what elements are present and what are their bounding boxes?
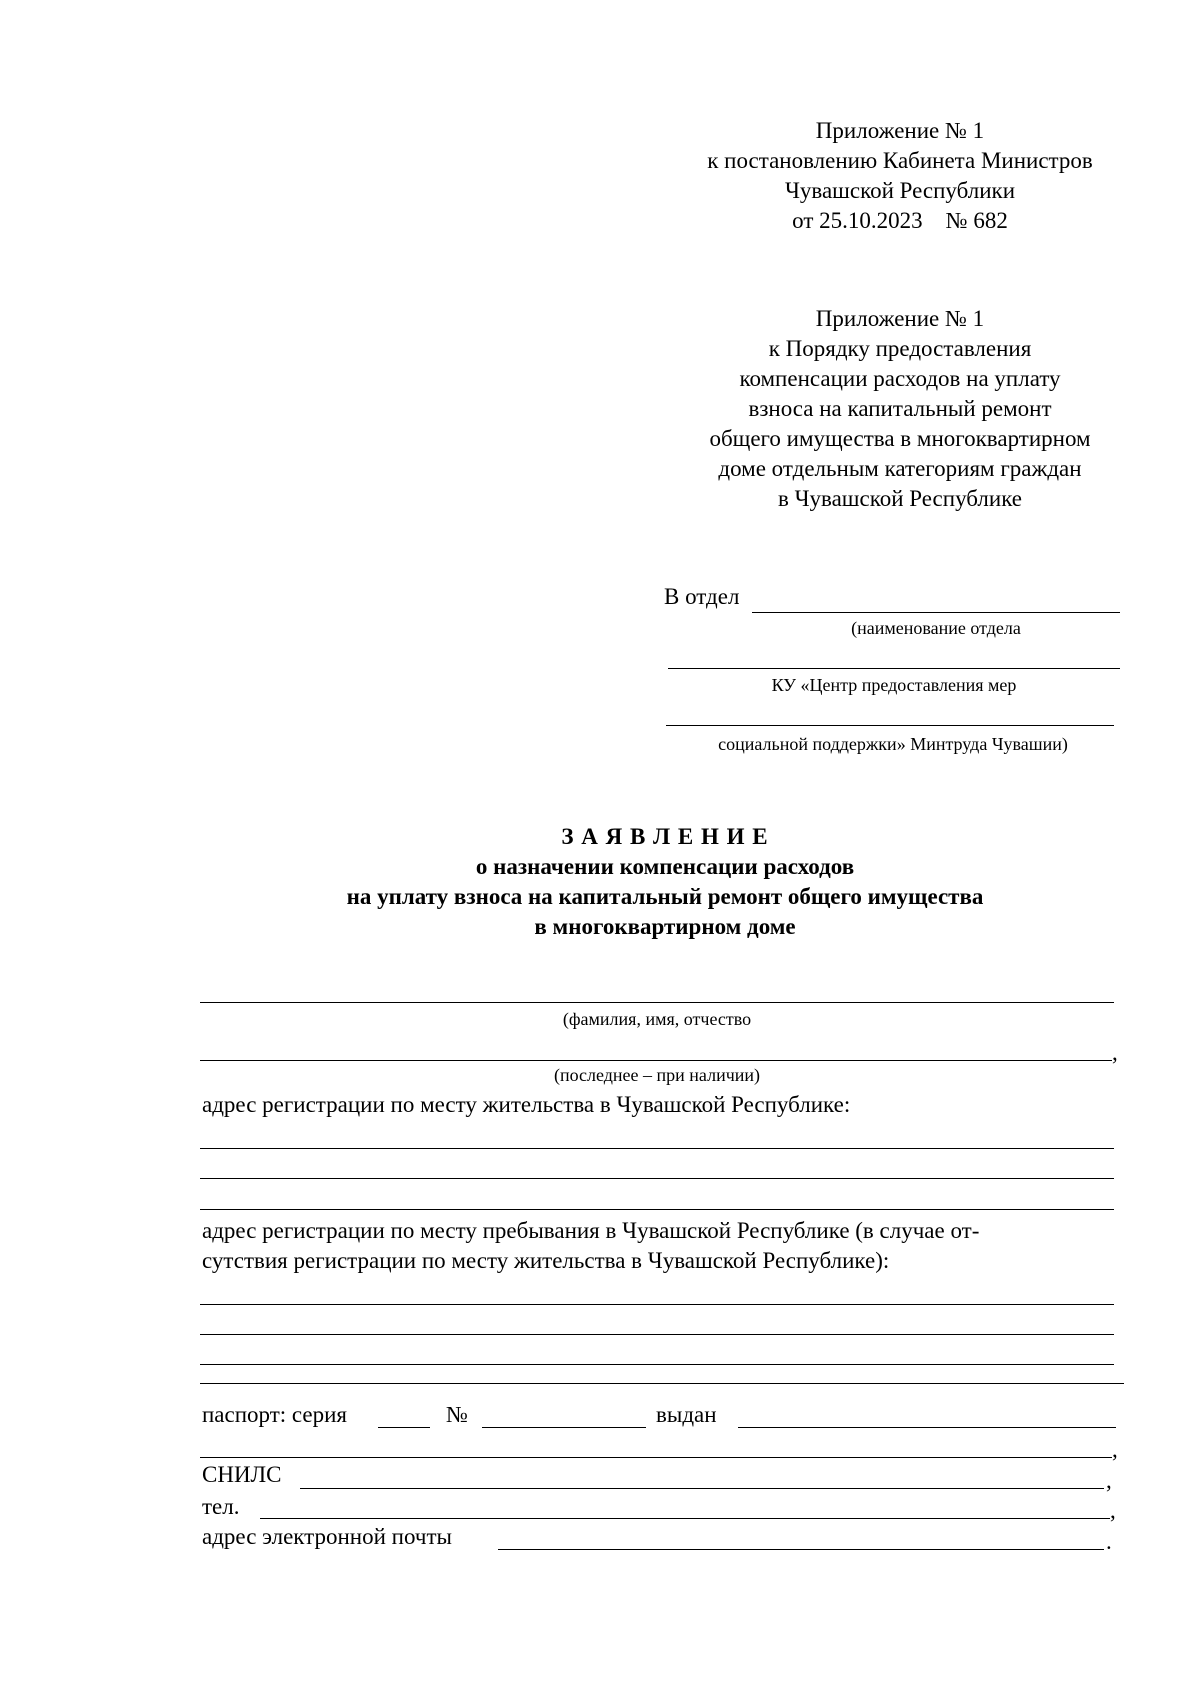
residence-address-field-3[interactable] [200,1209,1114,1210]
appendix-2-line: общего имущества в многоквартирном [709,426,1091,451]
title-line: в многоквартирном доме [534,914,796,939]
appendix-1-line: Приложение № 1 [815,118,985,143]
period: . [1106,1529,1112,1554]
to-department-label: В отдел [664,584,740,609]
department-name-field-2[interactable] [668,668,1120,669]
center-hint: КУ «Центр предоставления мер [771,675,1017,695]
passport-issued-field[interactable] [738,1427,1116,1428]
phone-label: тел. [202,1494,240,1519]
passport-issued-label: выдан [656,1402,717,1427]
appendix-2-line: Приложение № 1 [815,306,985,331]
department-hint: (наименование отдела [851,618,1021,638]
appendix-2-line: взноса на капитальный ремонт [748,396,1052,421]
stay-address-field-3[interactable] [200,1364,1114,1365]
residence-address-field-2[interactable] [200,1178,1114,1179]
snils-label: СНИЛС [202,1462,282,1487]
ministry-hint: социальной поддержки» Минтруда Чувашии) [718,734,1068,754]
stay-address-label: сутствия регистрации по месту жительства в Чувашской Республике): [202,1248,890,1273]
appendix-2-line: к Порядку предоставления [768,336,1032,361]
passport-series-label: паспорт: серия [202,1402,348,1427]
email-field[interactable] [498,1549,1104,1550]
stay-address-field-4[interactable] [200,1383,1124,1384]
comma: , [1112,1040,1118,1065]
comma: , [1106,1468,1112,1493]
residence-address-label: адрес регистрации по месту жительства в Чувашской Республике: [202,1092,851,1117]
full-name-field-2[interactable] [200,1060,1112,1061]
full-name-hint: (фамилия, имя, отчество [562,1009,752,1029]
passport-number-label: № [446,1402,468,1427]
phone-field[interactable] [260,1518,1110,1519]
department-name-field-3[interactable] [666,725,1114,726]
full-name-hint-2: (последнее – при наличии) [553,1065,761,1085]
passport-number-field[interactable] [482,1427,646,1428]
comma: , [1110,1498,1116,1523]
title-heading: З А Я В Л Е Н И Е [561,824,769,849]
residence-address-field-1[interactable] [200,1148,1114,1149]
stay-address-field-2[interactable] [200,1334,1114,1335]
appendix-2-line: компенсации расходов на уплату [739,366,1061,391]
title-line: на уплату взноса на капитальный ремонт общего имущества [346,884,984,909]
appendix-2-line: доме отдельным категориям граждан [718,456,1082,481]
appendix-1-line: Чувашской Республики [784,178,1016,203]
passport-issued-field-2[interactable] [200,1457,1112,1458]
comma: , [1112,1437,1118,1462]
full-name-field[interactable] [200,1002,1114,1003]
stay-address-label: адрес регистрации по месту пребывания в Чувашской Республике (в случае от- [202,1218,980,1243]
email-label: адрес электронной почты [202,1524,452,1549]
snils-field[interactable] [300,1488,1104,1489]
department-name-field[interactable] [752,612,1120,613]
appendix-1-date-number: от 25.10.2023 № 682 [792,208,1008,233]
title-line: о назначении компенсации расходов [475,854,855,879]
passport-series-field[interactable] [378,1427,430,1428]
appendix-1-line: к постановлению Кабинета Министров [707,148,1093,173]
stay-address-field-1[interactable] [200,1304,1114,1305]
appendix-2-line: в Чувашской Республике [777,486,1022,511]
